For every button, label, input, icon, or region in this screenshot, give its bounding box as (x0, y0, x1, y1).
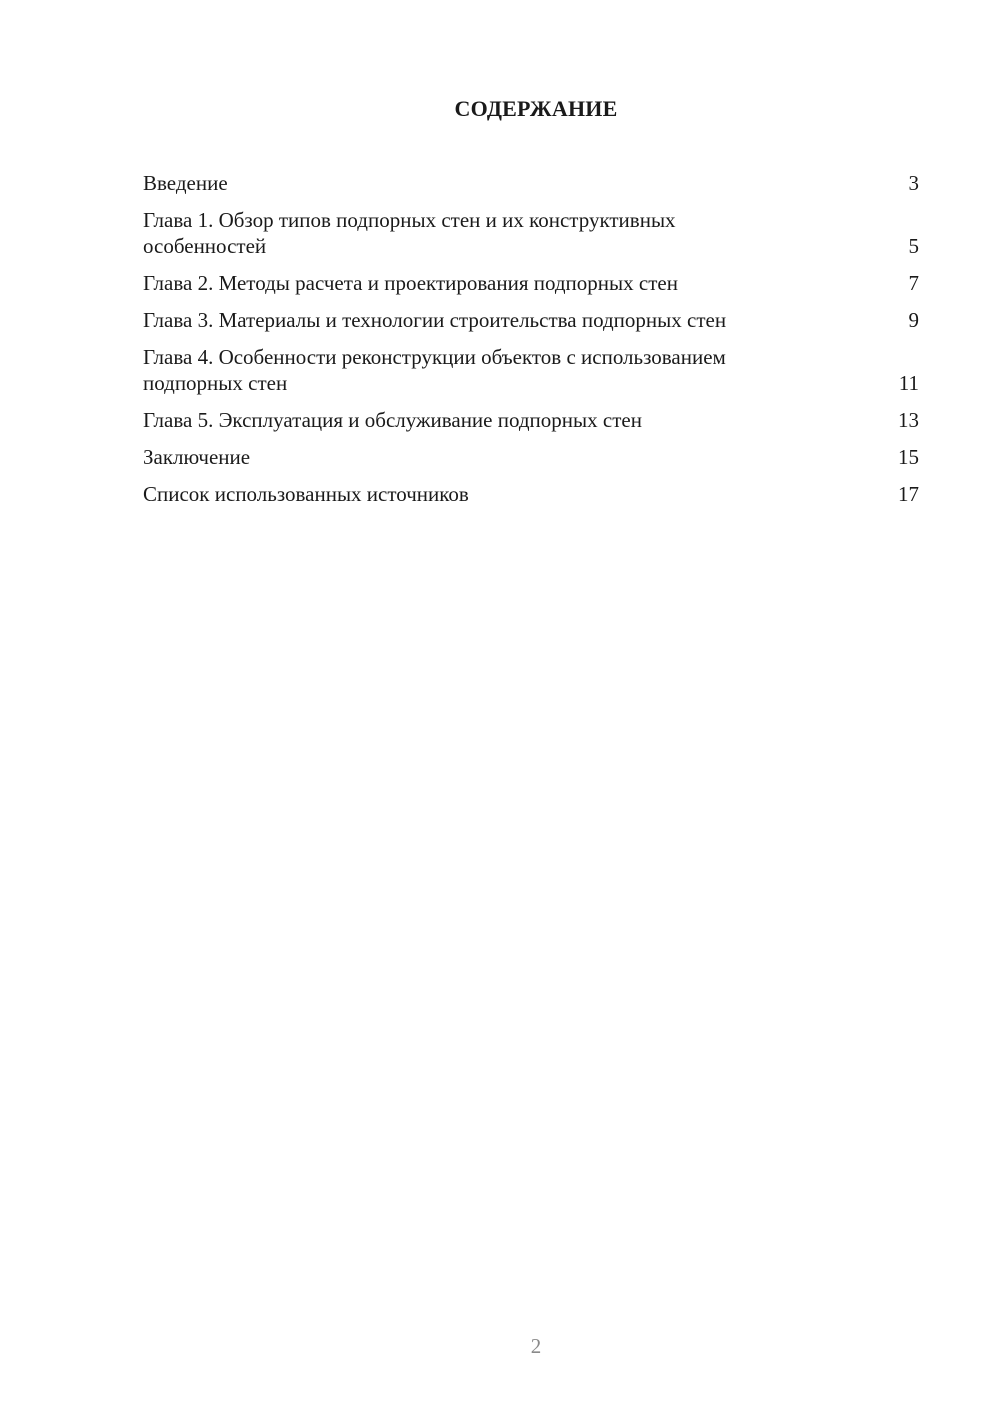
toc-entry-chapter-3 (143, 307, 919, 333)
toc-entry-text: Список использованных источников (143, 482, 469, 506)
toc-heading: СОДЕРЖАНИЕ (454, 96, 618, 121)
toc-entry-page: 5 (908, 234, 919, 258)
table-of-contents (143, 170, 919, 518)
toc-entry-page: 3 (908, 171, 919, 195)
toc-entry-text: Глава 2. Методы расчета и проектирования подпорных стен (143, 271, 678, 295)
toc-entry-page: 15 (898, 445, 919, 469)
toc-entry-text: Заключение (143, 445, 251, 469)
toc-entry-references (143, 481, 919, 507)
toc-entry-text: Введение (143, 171, 228, 195)
toc-entry-text: Глава 5. Эксплуатация и обслуживание подпорных стен (143, 408, 642, 432)
toc-entry-conclusion (143, 444, 919, 470)
toc-entry-text: Глава 3. Материалы и технологии строительства подпорных стен (143, 308, 727, 332)
toc-entry-page: 7 (908, 271, 919, 295)
toc-entry-page: 17 (898, 482, 919, 506)
toc-entry-chapter-1 (143, 207, 919, 259)
toc-entry-chapter-4 (143, 344, 919, 396)
toc-entry-page: 9 (908, 308, 919, 332)
toc-entry-chapter-5 (143, 407, 919, 433)
toc-entry-introduction (143, 170, 919, 196)
toc-entry-chapter-2 (143, 270, 919, 296)
toc-entry-text: Глава 4. Особенности реконструкции объектов с использованием подпорных стен (143, 345, 726, 395)
toc-entry-text: Глава 1. Обзор типов подпорных стен и их конструктивных особенностей (143, 208, 676, 258)
toc-entry-page: 13 (898, 408, 919, 432)
toc-entry-page: 11 (898, 371, 919, 395)
page-number: 2 (530, 1334, 542, 1358)
